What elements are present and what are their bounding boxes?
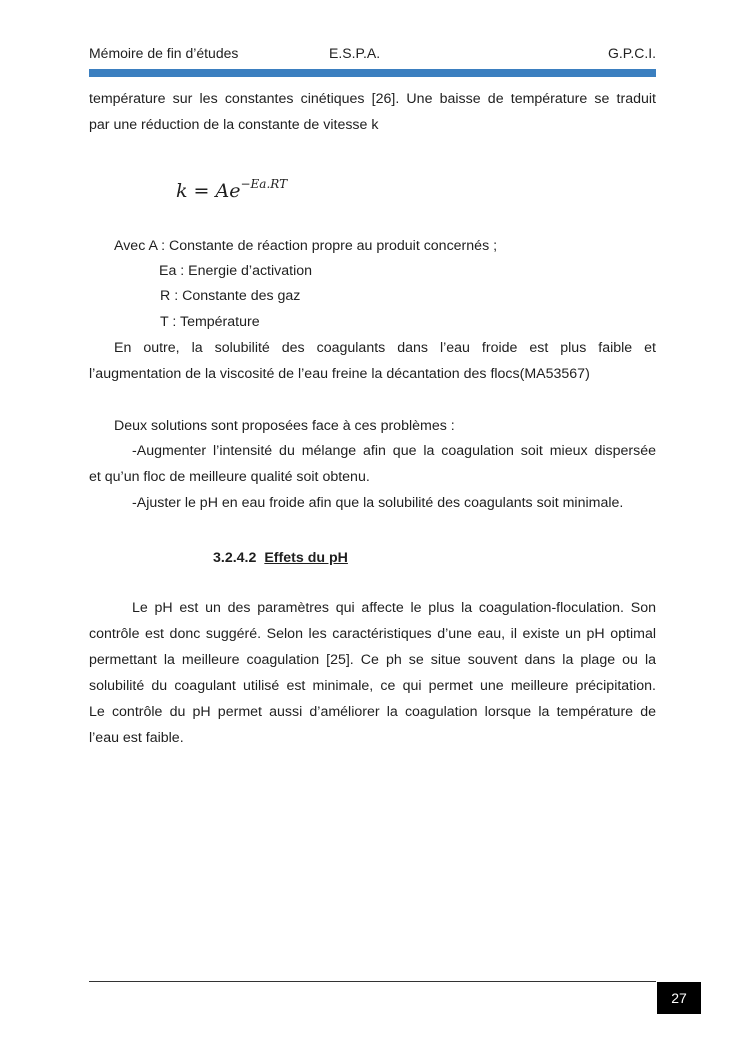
- footer-rule: [89, 981, 656, 982]
- definition-ea: Ea : Energie d’activation: [159, 263, 313, 279]
- header-accent-bar: [89, 69, 656, 77]
- intro-line-1: température sur les constantes cinétiques [26]. Une baisse de température se traduit: [89, 91, 656, 107]
- section-number: 3.2.4.2: [213, 550, 257, 566]
- header-thesis-label: Mémoire de fin d’études: [89, 45, 239, 61]
- solutions-intro: Deux solutions sont proposées face à ces problèmes :: [114, 418, 455, 434]
- intro-line-2: par une réduction de la constante de vitesse k: [89, 117, 379, 133]
- ph-line-2: contrôle est donc suggéré. Selon les caractéristiques d’une eau, il existe un pH optimal: [89, 626, 656, 642]
- ph-line-6: l’eau est faible.: [89, 730, 184, 746]
- ph-line-4: solubilité du coagulant utilisé est minimale, ce qui permet une meilleure précipitation.: [89, 678, 656, 694]
- solution-1-line-2: et qu’un floc de meilleure qualité soit obtenu.: [89, 469, 370, 485]
- section-title: Effets du pH: [264, 550, 348, 566]
- header-department-label: G.P.C.I.: [608, 45, 656, 61]
- rate-constant-equation: [176, 169, 287, 206]
- definition-a: Avec A : Constante de réaction propre au produit concernés ;: [114, 238, 498, 254]
- equation-base: k = Ae: [176, 180, 241, 202]
- section-heading: [213, 545, 348, 571]
- ph-line-1: Le pH est un des paramètres qui affecte le plus la coagulation-floculation. Son: [132, 600, 656, 616]
- solution-1-line-1: -Augmenter l’intensité du mélange afin que la coagulation soit mieux dispersée: [132, 443, 656, 459]
- page-number: 27: [657, 982, 701, 1014]
- definition-r: R : Constante des gaz: [160, 288, 301, 304]
- outre-line-1: En outre, la solubilité des coagulants dans l’eau froide est plus faible et: [114, 340, 656, 356]
- header-school-label: E.S.P.A.: [329, 45, 381, 61]
- ph-line-5: Le contrôle du pH permet aussi d’améliorer la coagulation lorsque la température de: [89, 704, 656, 720]
- equation-exponent: −Ea.RT: [240, 177, 288, 191]
- solution-2: -Ajuster le pH en eau froide afin que la solubilité des coagulants soit minimale.: [132, 495, 624, 511]
- outre-line-2: l’augmentation de la viscosité de l’eau freine la décantation des flocs(MA53567): [89, 366, 590, 382]
- ph-line-3: permettant la meilleure coagulation [25]. Ce ph se situe souvent dans la plage ou la: [89, 652, 656, 668]
- definition-t: T : Température: [160, 314, 260, 330]
